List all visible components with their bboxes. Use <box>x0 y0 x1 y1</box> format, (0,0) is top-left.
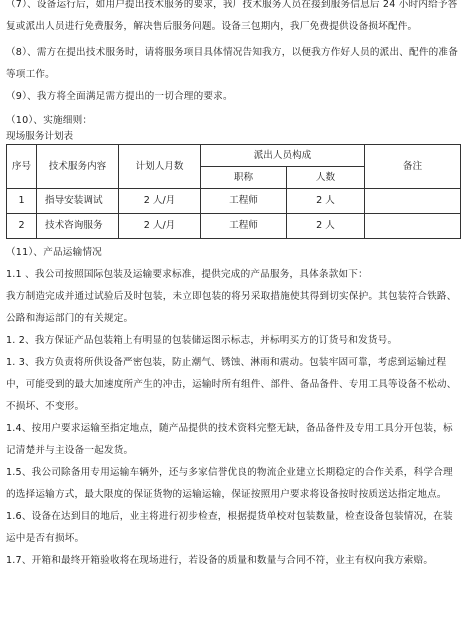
cell-content: 指导安装调试 <box>37 189 119 214</box>
paragraph-1-5: 1.5、我公司除备用专用运输车辆外，还与多家信誉优良的物流企业建立长期稳定的合作关系，科学合理的选择运输方式，最大限度的保证货物的运输运输，保证按照用户要求将设备按时按质送达指定地点。 <box>6 467 453 500</box>
paragraph-1-1-body: 我方制造完成并通过试验后及时包装，未立即包装的将另采取措施使其得到切实保护。其包装符合铁路、公路和海运部门的有关规定。 <box>6 291 457 324</box>
cell-title: 工程师 <box>201 189 287 214</box>
header-content: 技术服务内容 <box>37 145 119 189</box>
paragraph-1-7: 1.7、开箱和最终开箱验收将在现场进行，若设备的质量和数量与合同不符，业主有权向我方索赔。 <box>6 555 434 566</box>
cell-count: 2 人 <box>287 214 365 239</box>
paragraph-8: （8）、需方在提出技术服务时，请将服务项目具体情况告知我方，以便我方作好人员的派出、配件的准备等项工作。 <box>6 47 459 80</box>
paragraph-1-6: 1.6、设备在达到目的地后，业主将进行初步检查，根据提货单校对包装数量，检查设备包装情况，在装运中是否有损坏。 <box>6 511 453 544</box>
paragraph-7: （7）、设备运行后，如用户提出技术服务的要求，我厂技术服务人员在接到服务信息后 24 小时内给予答复或派出人员进行免费服务，解决售后服务问题。设备三包期内，我厂免费提供设备损坏配件。 <box>6 0 458 32</box>
header-plan: 计划人月数 <box>119 145 201 189</box>
paragraph-1-3: 1. 3、我方负责将所供设备严密包装，防止潮气、锈蚀、淋雨和震动。包装牢固可靠，考虑到运输过程中，可能受到的最大加速度所产生的冲击，运输时所有组件、部件、备品备件、专用工具等设备不松动、不损坏、不变形。 <box>6 357 457 412</box>
paragraph-10: （10）、实施细则： <box>6 115 93 126</box>
header-no: 序号 <box>7 145 37 189</box>
cell-count: 2 人 <box>287 189 365 214</box>
table-row <box>7 214 461 239</box>
cell-no: 1 <box>7 189 37 214</box>
paragraph-11: （11）、产品运输情况 <box>6 247 102 258</box>
table-row <box>7 189 461 214</box>
cell-plan: 2 人/月 <box>119 214 201 239</box>
table-caption: 现场服务计划表 <box>6 131 74 142</box>
header-title: 职称 <box>201 167 287 189</box>
cell-remark <box>365 214 461 239</box>
cell-content: 技术咨询服务 <box>37 214 119 239</box>
header-count: 人数 <box>287 167 365 189</box>
cell-plan: 2 人/月 <box>119 189 201 214</box>
cell-remark <box>365 189 461 214</box>
paragraph-9: （9）、我方将全面满足需方提出的一切合理的要求。 <box>6 91 233 102</box>
cell-no: 2 <box>7 214 37 239</box>
header-staff: 派出人员构成 <box>201 145 365 167</box>
cell-title: 工程师 <box>201 214 287 239</box>
paragraph-1-2: 1. 2、我方保证产品包装箱上有明显的包装储运图示标志，并标明买方的订货号和发货号。 <box>6 335 398 346</box>
header-remark: 备注 <box>365 145 461 189</box>
paragraph-1-1: 1.1 、我公司按照国际包装及运输要求标准，提供完成的产品服务，具体条款如下： <box>6 269 368 280</box>
paragraph-1-4: 1.4、按用户要求运输至指定地点，随产品提供的技术资料完整无缺，备品备件及专用工具分开包装，标记清楚并与主设备一起发货。 <box>6 423 453 456</box>
service-plan-table <box>6 144 461 239</box>
